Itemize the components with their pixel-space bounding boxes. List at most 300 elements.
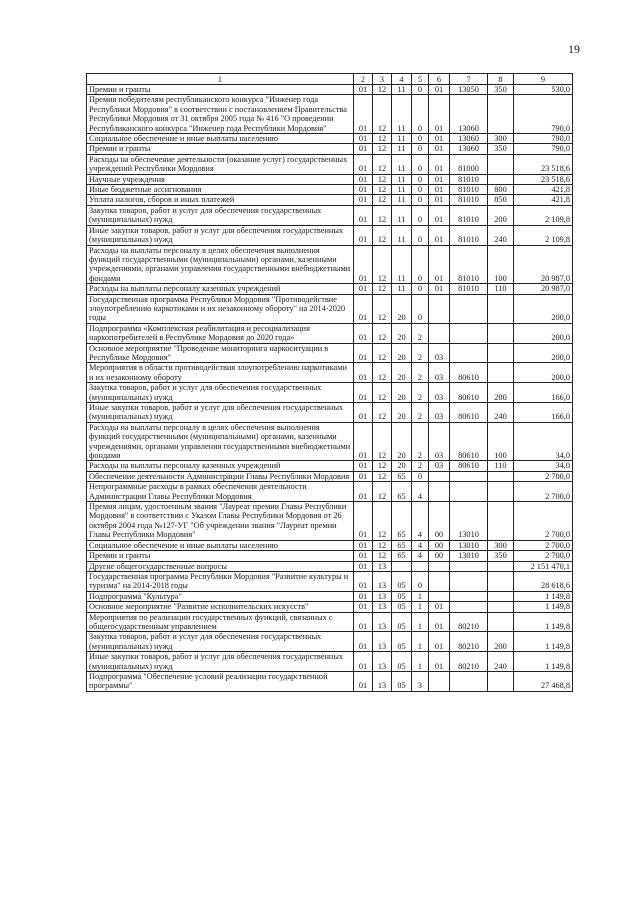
row-name-cell: Другие общегосударственные вопросы	[87, 561, 354, 571]
row-name-cell: Мероприятия по реализации государственных функций, связанных с общегосударственным управлением	[87, 612, 354, 632]
table-row	[87, 482, 573, 502]
amount-cell: 530,0	[514, 85, 573, 95]
row-name-cell: Расходы на выплаты персоналу казенных учреждений	[87, 284, 354, 294]
row-name-cell: Расходы на выплаты персоналу в целях обеспечения выполнения функций государственными (муниципальными) органами, казенными учреждениями, органами управления государственными внебюджетными фондами	[87, 422, 354, 461]
table-row	[87, 294, 573, 323]
code-cell: 00	[429, 502, 450, 541]
code-cell: 200	[488, 383, 514, 403]
code-cell: 05	[392, 571, 412, 591]
table-row	[87, 185, 573, 195]
code-cell: 0	[412, 185, 429, 195]
code-cell: 01	[354, 652, 373, 672]
code-cell: 13	[373, 632, 392, 652]
code-cell: 2	[412, 383, 429, 403]
table-row	[87, 561, 573, 571]
code-cell: 01	[429, 185, 450, 195]
code-cell: 05	[392, 602, 412, 612]
code-cell: 01	[354, 383, 373, 403]
code-cell: 350	[488, 144, 514, 154]
code-cell: 12	[373, 174, 392, 184]
code-cell: 01	[429, 245, 450, 284]
table-row	[87, 652, 573, 672]
code-cell: 12	[373, 403, 392, 423]
table-row	[87, 461, 573, 471]
code-cell: 240	[488, 225, 514, 245]
code-cell: 0	[412, 225, 429, 245]
row-name-cell: Закупка товаров, работ и услуг для обеспечения государственных (муниципальных) нужд	[87, 205, 354, 225]
code-cell: 01	[429, 632, 450, 652]
code-cell: 05	[392, 632, 412, 652]
code-cell: 01	[354, 671, 373, 691]
code-cell: 240	[488, 652, 514, 672]
code-cell: 300	[488, 540, 514, 550]
code-cell: 11	[392, 284, 412, 294]
page-number: 19	[568, 42, 580, 56]
code-cell	[450, 482, 488, 502]
header-cell: 8	[488, 74, 514, 85]
table-row	[87, 671, 573, 691]
row-name-cell: Государственная программа Республики Мордовия "Противодействие злоупотреблению наркотиками и их незаконному обороту" на 2014-2020 годы	[87, 294, 354, 323]
code-cell: 1	[412, 612, 429, 632]
code-cell	[429, 591, 450, 601]
code-cell: 05	[392, 591, 412, 601]
code-cell: 80610	[450, 363, 488, 383]
row-name-cell: Государственная программа Республики Мордовия "Развитие культуры и туризма" на 2014-2018 годы	[87, 571, 354, 591]
header-cell: 3	[373, 74, 392, 85]
code-cell: 01	[429, 154, 450, 174]
code-cell: 0	[412, 205, 429, 225]
table-row	[87, 174, 573, 184]
code-cell	[488, 591, 514, 601]
code-cell	[488, 561, 514, 571]
row-name-cell: Иные закупки товаров, работ и услуг для обеспечения государственных (муниципальных) нужд	[87, 652, 354, 672]
code-cell	[450, 671, 488, 691]
code-cell: 1	[412, 632, 429, 652]
amount-cell: 28 618,6	[514, 571, 573, 591]
code-cell: 1	[412, 591, 429, 601]
code-cell: 01	[354, 185, 373, 195]
table-row	[87, 195, 573, 205]
code-cell: 81000	[450, 154, 488, 174]
code-cell: 13	[373, 602, 392, 612]
table-body	[87, 85, 573, 692]
row-name-cell: Иные закупки товаров, работ и услуг для обеспечения государственных (муниципальных) нужд	[87, 225, 354, 245]
code-cell: 03	[429, 461, 450, 471]
code-cell	[429, 294, 450, 323]
code-cell: 01	[354, 245, 373, 284]
code-cell: 01	[354, 632, 373, 652]
code-cell: 05	[392, 652, 412, 672]
code-cell: 03	[429, 343, 450, 363]
code-cell	[450, 294, 488, 323]
code-cell: 11	[392, 185, 412, 195]
code-cell: 13	[373, 652, 392, 672]
code-cell	[450, 561, 488, 571]
row-name-cell: Премия победителям республиканского конкурса "Инженер года Республики Мордовия" в соответствии с постановлением Правительства Республики Мордовия от 31 октября 2005 года № 416 "О проведении Республиканского конкурса "Инженер года Республики Мордовия"	[87, 95, 354, 134]
code-cell: 01	[354, 363, 373, 383]
code-cell: 110	[488, 284, 514, 294]
amount-cell: 2 151 470,1	[514, 561, 573, 571]
amount-cell: 34,0	[514, 461, 573, 471]
row-name-cell: Подпрограмма "Культура"	[87, 591, 354, 601]
row-name-cell: Премии и гранты	[87, 85, 354, 95]
code-cell: 12	[373, 502, 392, 541]
code-cell: 20	[392, 461, 412, 471]
code-cell: 110	[488, 461, 514, 471]
code-cell: 1	[412, 602, 429, 612]
table-row	[87, 383, 573, 403]
code-cell: 81010	[450, 185, 488, 195]
code-cell: 20	[392, 383, 412, 403]
code-cell: 11	[392, 174, 412, 184]
amount-cell: 421,8	[514, 185, 573, 195]
table-row	[87, 422, 573, 461]
amount-cell: 2 700,0	[514, 482, 573, 502]
code-cell: 01	[354, 561, 373, 571]
header-cell: 6	[429, 74, 450, 85]
code-cell: 20	[392, 323, 412, 343]
table-row	[87, 343, 573, 363]
header-cell: 7	[450, 74, 488, 85]
code-cell: 12	[373, 482, 392, 502]
code-cell	[488, 154, 514, 174]
table-row	[87, 363, 573, 383]
code-cell: 11	[392, 205, 412, 225]
row-name-cell: Расходы на выплаты персоналу казенных учреждений	[87, 461, 354, 471]
code-cell: 0	[412, 154, 429, 174]
code-cell: 850	[488, 195, 514, 205]
code-cell: 0	[412, 134, 429, 144]
code-cell: 01	[354, 174, 373, 184]
code-cell	[429, 482, 450, 502]
code-cell: 01	[354, 591, 373, 601]
code-cell: 80210	[450, 632, 488, 652]
header-cell: 2	[354, 74, 373, 85]
code-cell: 12	[373, 383, 392, 403]
amount-cell: 20 987,0	[514, 284, 573, 294]
code-cell: 01	[429, 85, 450, 95]
row-name-cell: Основное мероприятие "Проведение мониторинга наркоситуации в Республике Мордовия"	[87, 343, 354, 363]
code-cell: 01	[354, 95, 373, 134]
code-cell: 01	[354, 461, 373, 471]
code-cell: 11	[392, 195, 412, 205]
code-cell: 0	[412, 195, 429, 205]
code-cell: 01	[429, 612, 450, 632]
table-row	[87, 245, 573, 284]
code-cell: 01	[354, 284, 373, 294]
code-cell: 0	[412, 284, 429, 294]
code-cell	[450, 602, 488, 612]
code-cell: 12	[373, 323, 392, 343]
code-cell	[488, 502, 514, 541]
code-cell: 12	[373, 154, 392, 174]
amount-cell: 34,0	[514, 422, 573, 461]
code-cell: 01	[354, 323, 373, 343]
table-row	[87, 591, 573, 601]
amount-cell: 1 149,8	[514, 602, 573, 612]
code-cell: 01	[354, 571, 373, 591]
code-cell: 13060	[450, 134, 488, 144]
code-cell: 12	[373, 245, 392, 284]
code-cell: 4	[412, 502, 429, 541]
code-cell: 01	[354, 134, 373, 144]
code-cell: 20	[392, 294, 412, 323]
code-cell	[488, 602, 514, 612]
code-cell	[488, 363, 514, 383]
row-name-cell: Премии и гранты	[87, 144, 354, 154]
header-cell: 9	[514, 74, 573, 85]
amount-cell: 790,0	[514, 95, 573, 134]
code-cell: 4	[412, 551, 429, 561]
code-cell: 01	[354, 294, 373, 323]
budget-table	[86, 73, 573, 692]
row-name-cell: Уплата налогов, сборов и иных платежей	[87, 195, 354, 205]
code-cell	[429, 571, 450, 591]
code-cell: 12	[373, 95, 392, 134]
code-cell: 11	[392, 225, 412, 245]
code-cell	[488, 671, 514, 691]
amount-cell: 200,0	[514, 343, 573, 363]
amount-cell: 27 468,8	[514, 671, 573, 691]
code-cell: 200	[488, 632, 514, 652]
code-cell: 2	[412, 343, 429, 363]
row-name-cell: Подпрограмма "Обеспечение условий реализации государственной программы"	[87, 671, 354, 691]
code-cell: 12	[373, 422, 392, 461]
table-row	[87, 284, 573, 294]
code-cell: 01	[429, 95, 450, 134]
row-name-cell: Премии и гранты	[87, 551, 354, 561]
code-cell: 12	[373, 284, 392, 294]
code-cell	[488, 95, 514, 134]
code-cell: 65	[392, 540, 412, 550]
code-cell: 13060	[450, 144, 488, 154]
header-cell: 5	[412, 74, 429, 85]
code-cell: 80610	[450, 383, 488, 403]
code-cell: 100	[488, 422, 514, 461]
code-cell: 01	[429, 284, 450, 294]
code-cell: 4	[412, 540, 429, 550]
code-cell: 11	[392, 144, 412, 154]
code-cell: 80610	[450, 403, 488, 423]
table-row	[87, 144, 573, 154]
table-row	[87, 95, 573, 134]
code-cell: 01	[354, 343, 373, 363]
code-cell: 65	[392, 502, 412, 541]
header-cell: 4	[392, 74, 412, 85]
code-cell: 11	[392, 134, 412, 144]
code-cell: 12	[373, 551, 392, 561]
code-cell	[488, 482, 514, 502]
code-cell: 1	[412, 652, 429, 672]
code-cell	[429, 323, 450, 343]
code-cell: 01	[354, 540, 373, 550]
code-cell: 20	[392, 403, 412, 423]
table-row	[87, 551, 573, 561]
code-cell: 80610	[450, 461, 488, 471]
amount-cell: 1 149,8	[514, 591, 573, 601]
code-cell: 4	[412, 482, 429, 502]
code-cell: 01	[429, 652, 450, 672]
code-cell	[488, 343, 514, 363]
code-cell: 80210	[450, 612, 488, 632]
amount-cell: 20 987,0	[514, 245, 573, 284]
code-cell: 13	[373, 591, 392, 601]
code-cell	[488, 471, 514, 481]
code-cell: 01	[354, 195, 373, 205]
code-cell: 80210	[450, 652, 488, 672]
code-cell: 20	[392, 422, 412, 461]
row-name-cell: Социальное обеспечение и иные выплаты населению	[87, 134, 354, 144]
code-cell: 0	[412, 85, 429, 95]
code-cell: 81010	[450, 205, 488, 225]
code-cell: 11	[392, 245, 412, 284]
code-cell: 01	[354, 85, 373, 95]
code-cell	[450, 591, 488, 601]
amount-cell: 790,0	[514, 134, 573, 144]
code-cell	[392, 561, 412, 571]
code-cell: 2	[412, 403, 429, 423]
row-name-cell: Премия лицам, удостоенным звания "Лауреат премии Главы Республики Мордовия" в соответствии с Указом Главы Республики Мордовия от 26 октября 2004 года №127-УГ "Об учреждении звания "Лауреат премии Главы Республики Мордовия"	[87, 502, 354, 541]
code-cell: 01	[429, 602, 450, 612]
code-cell: 12	[373, 540, 392, 550]
code-cell: 200	[488, 205, 514, 225]
code-cell: 2	[412, 422, 429, 461]
code-cell	[488, 174, 514, 184]
amount-cell: 23 518,6	[514, 174, 573, 184]
code-cell: 2	[412, 323, 429, 343]
code-cell: 0	[412, 144, 429, 154]
table-row	[87, 602, 573, 612]
table-row	[87, 540, 573, 550]
code-cell: 350	[488, 85, 514, 95]
amount-cell: 2 109,8	[514, 225, 573, 245]
code-cell: 03	[429, 363, 450, 383]
code-cell: 13	[373, 671, 392, 691]
amount-cell: 200,0	[514, 294, 573, 323]
code-cell: 12	[373, 144, 392, 154]
code-cell	[412, 561, 429, 571]
code-cell: 81010	[450, 284, 488, 294]
table-row	[87, 154, 573, 174]
code-cell: 01	[354, 551, 373, 561]
code-cell: 0	[412, 174, 429, 184]
amount-cell: 166,0	[514, 403, 573, 423]
amount-cell: 790,0	[514, 144, 573, 154]
code-cell: 01	[354, 422, 373, 461]
code-cell: 80610	[450, 422, 488, 461]
code-cell: 05	[392, 612, 412, 632]
row-name-cell: Обеспечение деятельности Администрации Главы Республики Мордовия	[87, 471, 354, 481]
code-cell: 03	[429, 422, 450, 461]
code-cell: 300	[488, 134, 514, 144]
code-cell: 01	[354, 502, 373, 541]
code-cell: 01	[429, 174, 450, 184]
code-cell: 65	[392, 471, 412, 481]
amount-cell: 1 149,8	[514, 612, 573, 632]
code-cell: 01	[354, 144, 373, 154]
code-cell: 100	[488, 245, 514, 284]
code-cell: 20	[392, 363, 412, 383]
code-cell: 65	[392, 551, 412, 561]
code-cell: 81010	[450, 195, 488, 205]
code-cell: 12	[373, 461, 392, 471]
code-cell	[450, 323, 488, 343]
code-cell: 12	[373, 205, 392, 225]
amount-cell: 166,0	[514, 383, 573, 403]
code-cell	[429, 471, 450, 481]
row-name-cell: Основное мероприятие "Развитие исполнительских искусств"	[87, 602, 354, 612]
amount-cell: 200,0	[514, 363, 573, 383]
code-cell: 13010	[450, 540, 488, 550]
code-cell: 12	[373, 471, 392, 481]
header-cell: 1	[87, 74, 354, 85]
row-name-cell: Подпрограмма «Комплексная реабилитация и ресоциализация наркопотребителей в Республике Мордовия до 2020 года»	[87, 323, 354, 343]
code-cell: 01	[354, 403, 373, 423]
table-header-row	[87, 74, 573, 85]
code-cell: 2	[412, 461, 429, 471]
code-cell: 11	[392, 154, 412, 174]
code-cell	[450, 471, 488, 481]
code-cell: 05	[392, 671, 412, 691]
row-name-cell: Непрограммные расходы в рамках обеспечения деятельности Администрации Главы Республики Мордовия	[87, 482, 354, 502]
code-cell	[488, 294, 514, 323]
table-row	[87, 205, 573, 225]
code-cell: 01	[354, 225, 373, 245]
code-cell: 13	[373, 571, 392, 591]
table-row	[87, 134, 573, 144]
amount-cell: 1 149,8	[514, 652, 573, 672]
amount-cell: 23 518,6	[514, 154, 573, 174]
code-cell	[429, 671, 450, 691]
code-cell: 11	[392, 85, 412, 95]
code-cell: 20	[392, 343, 412, 363]
code-cell: 13060	[450, 95, 488, 134]
code-cell: 11	[392, 95, 412, 134]
row-name-cell: Расходы на выплаты персоналу в целях обеспечения выполнения функций государственными (муниципальными) органами, казенными учреждениями, органами управления государственными внебюджетными фондами	[87, 245, 354, 284]
code-cell: 81010	[450, 225, 488, 245]
table-row	[87, 632, 573, 652]
amount-cell: 2 700,0	[514, 471, 573, 481]
code-cell: 13050	[450, 85, 488, 95]
code-cell: 12	[373, 85, 392, 95]
code-cell: 01	[354, 471, 373, 481]
amount-cell: 421,8	[514, 195, 573, 205]
code-cell: 01	[354, 205, 373, 225]
code-cell: 01	[354, 612, 373, 632]
code-cell: 12	[373, 294, 392, 323]
amount-cell: 2 109,8	[514, 205, 573, 225]
table-row	[87, 471, 573, 481]
code-cell: 01	[429, 144, 450, 154]
code-cell: 3	[412, 671, 429, 691]
code-cell: 350	[488, 551, 514, 561]
row-name-cell: Расходы на обеспечение деятельности (оказание услуг) государственных учреждений Республики Мордовия	[87, 154, 354, 174]
code-cell	[450, 343, 488, 363]
code-cell: 13010	[450, 551, 488, 561]
row-name-cell: Иные бюджетные ассигнования	[87, 185, 354, 195]
amount-cell: 2 700,0	[514, 502, 573, 541]
code-cell: 01	[354, 482, 373, 502]
code-cell: 12	[373, 363, 392, 383]
table-row	[87, 323, 573, 343]
row-name-cell: Мероприятия в области противодействия злоупотреблению наркотиками и их незаконному обороту	[87, 363, 354, 383]
code-cell: 00	[429, 540, 450, 550]
code-cell: 0	[412, 245, 429, 284]
row-name-cell: Закупка товаров, работ и услуг для обеспечения государственных (муниципальных) нужд	[87, 632, 354, 652]
code-cell: 12	[373, 343, 392, 363]
code-cell: 2	[412, 363, 429, 383]
row-name-cell: Научные учреждения	[87, 174, 354, 184]
